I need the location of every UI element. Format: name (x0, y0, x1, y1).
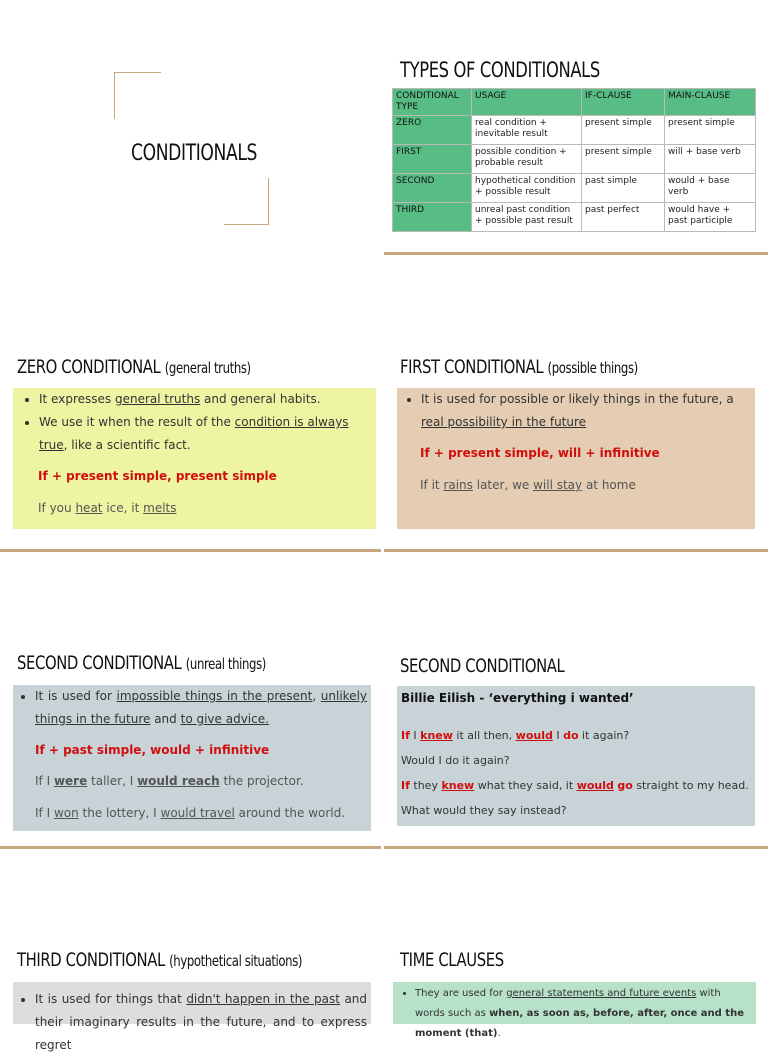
text: It expresses (39, 392, 115, 406)
underlined-text: condition is always true (39, 415, 349, 452)
text: If I (35, 806, 54, 820)
underlined-text: to give advice. (180, 712, 269, 726)
underlined-text: heat (75, 501, 103, 515)
text: If it (420, 478, 444, 492)
table-cell: would + base verb (665, 174, 756, 203)
text: , (312, 689, 321, 703)
text: the lottery, I (78, 806, 161, 820)
conditionals-table (392, 88, 756, 232)
table-header-row (393, 89, 756, 116)
slide-divider (0, 549, 381, 552)
text: later, we (472, 478, 534, 492)
text: I (552, 729, 564, 742)
first-bullets (399, 388, 751, 434)
table-row (393, 174, 756, 203)
underlined-text: rains (443, 478, 473, 492)
underlined-text: were (53, 774, 88, 788)
first-title-main: FIRST CONDITIONAL (400, 356, 544, 378)
text: We use it when the result of the (39, 415, 235, 429)
third-bullets (13, 988, 367, 1057)
main-title: CONDITIONALS (131, 141, 258, 166)
list-item (35, 988, 367, 1057)
table-row (393, 116, 756, 145)
first-title (400, 356, 638, 378)
table-header-cell: USAGE (472, 89, 582, 116)
second-title-sub: (unreal things) (185, 655, 266, 673)
second-content-box (13, 685, 371, 831)
table-cell: possible condition + probable result (472, 145, 582, 174)
table-cell-type: ZERO (393, 116, 472, 145)
types-title: TYPES OF CONDITIONALS (400, 58, 600, 82)
second-bullets (13, 685, 367, 731)
table-cell-type: SECOND (393, 174, 472, 203)
underlined-text: knew (420, 729, 453, 742)
underlined-text: knew (441, 779, 475, 792)
second-formula: If + past simple, would + infinitive (35, 743, 270, 757)
text: If (401, 779, 410, 792)
song-line-1 (401, 723, 751, 748)
table-cell: past perfect (582, 203, 665, 232)
text: It is used for possible or likely things in the future, a (421, 392, 734, 406)
zero-title-main: ZERO CONDITIONAL (17, 356, 161, 378)
third-title-sub: (hypothetical situations) (169, 952, 303, 970)
corner-bottom-right-decoration (224, 178, 269, 225)
underlined-text: didn't happen in the past (186, 992, 340, 1006)
text: do (563, 729, 579, 742)
text: , like a scientific fact. (63, 438, 191, 452)
text: It is used for (35, 689, 117, 703)
slide-divider (0, 846, 381, 849)
text: straight to my head. (632, 779, 749, 792)
text: They are used for (415, 988, 507, 999)
text: It is used for things that (35, 992, 187, 1006)
first-example (399, 474, 751, 497)
text: ice, it (102, 501, 144, 515)
table-cell-type: FIRST (393, 145, 472, 174)
underlined-text: real possibility in the future (421, 415, 587, 429)
song-heading: Billie Eilish - ‘everything i wanted’ (401, 691, 634, 705)
zero-content-box (13, 388, 376, 529)
table-cell-type: THIRD (393, 203, 472, 232)
first-content-box (397, 388, 755, 529)
text: and general habits. (200, 392, 321, 406)
text: with words such as (415, 988, 721, 1019)
table-row (393, 203, 756, 232)
text: taller, I (87, 774, 138, 788)
table-header-cell: IF-CLAUSE (582, 89, 665, 116)
text: what they said, it (474, 779, 577, 792)
slide-divider (384, 549, 768, 552)
text: it all then, (452, 729, 516, 742)
time-bullets (393, 984, 752, 1044)
third-content-box (13, 982, 371, 1052)
text: they (409, 779, 442, 792)
underlined-text: won (53, 806, 79, 820)
second-example-2 (13, 802, 367, 825)
corner-top-left-decoration (114, 72, 161, 119)
first-formula: If + present simple, will + infinitive (420, 446, 660, 460)
table-cell: present simple (665, 116, 756, 145)
zero-title-sub: (general truths) (164, 359, 251, 377)
text: If I (35, 774, 54, 788)
zero-bullets (17, 388, 368, 457)
text: If you (38, 501, 76, 515)
second-title-main: SECOND CONDITIONAL (17, 652, 182, 674)
text: go (617, 779, 633, 792)
text: I (409, 729, 421, 742)
slide-divider (384, 252, 768, 255)
text: at home (582, 478, 636, 492)
underlined-text: would (576, 779, 614, 792)
underlined-text: will stay (533, 478, 583, 492)
list-item (35, 685, 367, 731)
underlined-text: melts (143, 501, 177, 515)
bold-text: when, as soon as, before, after, once and the moment (that) (415, 1008, 744, 1039)
text: If (401, 729, 410, 742)
underlined-text: would reach (137, 774, 220, 788)
text: and (150, 712, 181, 726)
table-cell: will + base verb (665, 145, 756, 174)
first-title-sub: (possible things) (547, 359, 638, 377)
second-title (17, 652, 266, 674)
zero-formula: If + present simple, present simple (38, 469, 277, 483)
song-title: SECOND CONDITIONAL (400, 655, 565, 677)
underlined-text: general statements and future events (506, 988, 697, 999)
list-item (421, 388, 751, 434)
third-title-main: THIRD CONDITIONAL (17, 949, 165, 971)
underlined-text: impossible things in the present (116, 689, 313, 703)
song-line-2: Would I do it again? (401, 754, 510, 767)
table-cell: unreal past condition + possible past result (472, 203, 582, 232)
zero-example (17, 497, 368, 520)
song-line-3 (401, 773, 751, 798)
table-cell: past simple (582, 174, 665, 203)
underlined-text: would travel (160, 806, 235, 820)
text: the projector. (219, 774, 304, 788)
text: it again? (578, 729, 630, 742)
underlined-text: general truths (114, 392, 201, 406)
second-example-1 (13, 770, 367, 793)
underlined-text: unlikely things in the future (35, 689, 367, 726)
table-header-cell: CONDITIONAL TYPE (393, 89, 472, 116)
list-item (39, 388, 368, 411)
table-cell: real condition + inevitable result (472, 116, 582, 145)
zero-title (17, 356, 251, 378)
table-header-cell: MAIN-CLAUSE (665, 89, 756, 116)
list-item (39, 411, 368, 457)
song-line-4: What would they say instead? (401, 804, 567, 817)
table-row (393, 145, 756, 174)
table-cell: present simple (582, 116, 665, 145)
slide-divider (384, 846, 768, 849)
third-title (17, 949, 302, 971)
list-item (415, 984, 752, 1044)
table-cell: hypothetical condition + possible result (472, 174, 582, 203)
song-content-box (397, 686, 755, 826)
underlined-text: would (515, 729, 553, 742)
table-cell: present simple (582, 145, 665, 174)
time-title: TIME CLAUSES (400, 949, 504, 971)
text: and their imaginary results in the future, and to express regret (35, 992, 368, 1052)
time-content-box (393, 982, 756, 1039)
text: . (497, 1028, 501, 1039)
table-cell: would have + past participle (665, 203, 756, 232)
text: around the world. (234, 806, 346, 820)
